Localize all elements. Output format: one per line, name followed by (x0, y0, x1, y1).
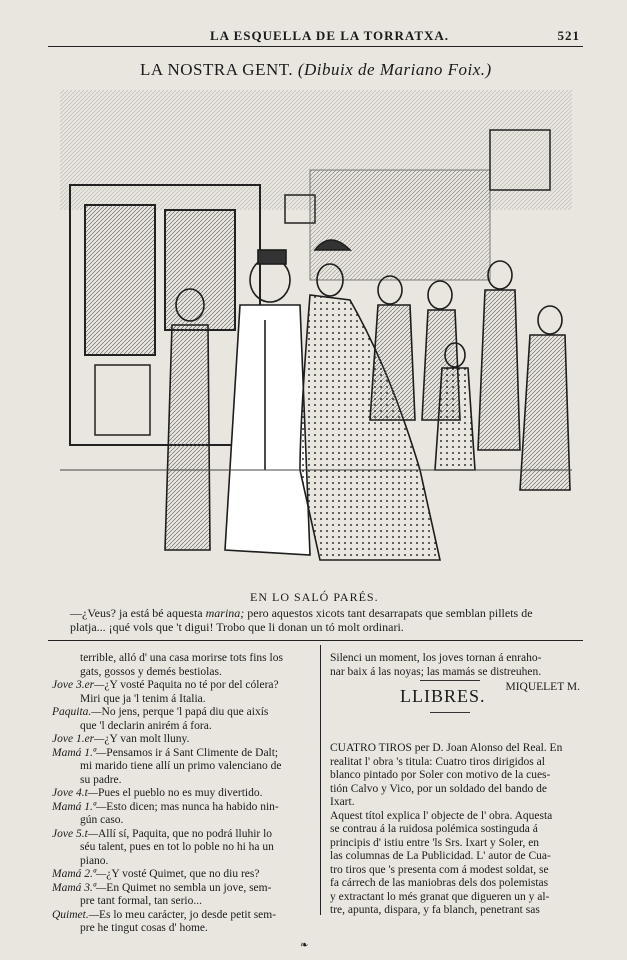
dialogue-line (52, 652, 316, 666)
right-line-2: nar baix á las noyas; las mamás se distreuhen. (330, 665, 542, 678)
dialogue-line (52, 693, 316, 707)
dialogue-line (52, 747, 316, 761)
books-line: se contrau á la ruidosa polémica sostinguda á (330, 823, 538, 835)
dialogue-line (52, 760, 316, 774)
speaker-label: Quimet.— (52, 908, 99, 921)
speaker-label: Jove 4.t— (52, 787, 98, 799)
books-line: Aquest títol explica l' objecte de l' obra. Aquesta (330, 809, 553, 822)
masthead (30, 26, 580, 46)
dialogue-text: pre tant formal, tan serio... (80, 895, 202, 907)
column-divider (320, 645, 321, 915)
masthead-rule (48, 46, 583, 47)
illustration-caption (70, 606, 610, 634)
dialogue-text: gún caso. (80, 814, 124, 826)
dialogue-line (52, 895, 316, 909)
author-signature: MIQUELET M. (505, 681, 580, 693)
salon-illustration (60, 90, 572, 585)
dialogue-text: ¿Y vosté Paquita no té por del cólera? (104, 679, 279, 691)
books-line: tión Calvo y Vico, por un soldado del bando de (330, 782, 547, 795)
speaker-label: Jove 1.er— (52, 733, 105, 745)
caption-line-2: platja... ¡qué vols que 't digui! Trobo que li donan un tó molt ordinari. (70, 620, 404, 634)
books-line: tro tiros que 's presenta com á modest soldat, se (330, 863, 549, 876)
dialogue-text: En Quimet no sembla un jove, sem- (106, 881, 272, 894)
books-line: CUATRO TIROS per D. Joan Alonso del Real. En (330, 742, 563, 754)
books-heading: LLIBRES. (400, 686, 486, 706)
dialogue-line (52, 814, 316, 828)
dialogue-line (52, 679, 316, 693)
right-line-1: Silenci un moment, los joves tornan á enraho- (330, 652, 542, 664)
caption-rule (48, 640, 583, 641)
dialogue-text: Allí sí, Paquita, que no podrá lluhir lo (97, 827, 273, 840)
dialogue-line (52, 720, 316, 734)
painting-frame-1 (85, 205, 155, 355)
speaker-label: Mamá 1.ª— (52, 746, 107, 759)
dialogue-line (52, 787, 316, 801)
illustration-caption-title: EN LO SALÓ PARÉS. (250, 590, 379, 604)
caption-line-1-suffix: pero aquestos xicots tant desarrapats que semblan pillets de (244, 606, 533, 620)
books-line: blanco pintado por Soler con motivo de la cues- (330, 769, 551, 781)
painting-frame-3 (95, 365, 150, 435)
speaker-label: Mamá 3.ª— (52, 881, 107, 894)
dialogue-column (52, 652, 316, 936)
caption-line-1 (70, 606, 610, 620)
books-line: realitat l' obra 's titula: Cuatro tiros dirigidos al (330, 755, 545, 768)
heading-credit: (Dibuix de Mariano Foix.) (297, 60, 492, 79)
dialogue-line (52, 841, 316, 855)
dialogue-text: Pues el pueblo no es muy divertido. (97, 787, 263, 799)
books-line: principis d' istiu entre 'ls Srs. Ixart y Soler, en (330, 836, 540, 849)
dialogue-text: Pensamos ir á Sant Climente de Dalt; (106, 746, 279, 759)
dialogue-text: ¿Y van molt lluny. (104, 733, 190, 745)
dialogue-line (52, 666, 316, 680)
books-line: las columnas de La Publicidad. L' autor de Cua- (330, 850, 551, 862)
books-rule-top (420, 680, 480, 681)
dialogue-line (52, 922, 316, 936)
dialogue-line (52, 882, 316, 896)
page-number: 521 (557, 28, 580, 43)
dialogue-line (52, 733, 316, 747)
books-rule-bottom (430, 712, 470, 713)
speaker-label: Mamá 1.ª— (52, 800, 107, 813)
ornament: ❧ (300, 940, 309, 951)
dialogue-text: Es lo meu carácter, jo desde petit sem- (98, 908, 277, 921)
dialogue-line (52, 774, 316, 788)
dialogue-text: gats, gossos y demés bestiolas. (80, 665, 222, 678)
dialogue-text: Miri que ja 'l tenim á Italia. (80, 692, 206, 705)
books-line: Ixart. (330, 796, 355, 808)
books-line: tre, apunta, dispara, y fa blanch, penetrant sas (330, 904, 540, 916)
heading-title: LA NOSTRA GENT. (140, 60, 294, 79)
dialogue-text: pre he tingut cosas d' home. (80, 922, 208, 934)
painting-frame-2 (165, 210, 235, 330)
dialogue-text: séu talent, pues en tot lo poble no hi ha un (80, 841, 274, 853)
dialogue-text: terrible, alló d' una casa morirse tots fins los (80, 652, 283, 664)
books-line: fa cárrech de las maniobras dels dos polemistas (330, 877, 549, 889)
dialogue-line (52, 801, 316, 815)
dialogue-text: piano. (80, 854, 109, 867)
dialogue-line (52, 828, 316, 842)
illustration-drawing (60, 90, 572, 585)
speaker-label: Jove 5.t— (52, 827, 98, 840)
dialogue-text: su padre. (80, 773, 122, 786)
speaker-label: Jove 3.er— (52, 679, 105, 691)
page-heading (140, 60, 492, 80)
books-line: y extractant lo més granat que digueren un y al- (330, 890, 550, 903)
dialogue-text: que 'l declarin anirém á fora. (80, 719, 212, 732)
speaker-label: Paquita.— (52, 706, 102, 718)
caption-line-1-prefix: —¿Veus? ja está bé aquesta (70, 606, 206, 620)
speaker-label: Mamá 2.ª— (52, 868, 107, 880)
dialogue-text: mi marido tiene allí un primo valenciano de (80, 760, 282, 772)
back-room (310, 170, 490, 280)
books-body (330, 742, 582, 918)
dialogue-line (52, 855, 316, 869)
dialogue-text: ¿Y vosté Quimet, que no diu res? (106, 868, 260, 880)
dialogue-text: Esto dicen; mas nunca ha habido nin- (106, 800, 279, 813)
dialogue-line (52, 868, 316, 882)
dialogue-text: No jens, perque 'l papá diu que aixís (101, 706, 269, 718)
dialogue-line (52, 706, 316, 720)
caption-line-1-emphasis: marina; (205, 606, 245, 620)
masthead-title: LA ESQUELLA DE LA TORRATXA. (210, 28, 450, 43)
dialogue-line (52, 909, 316, 923)
